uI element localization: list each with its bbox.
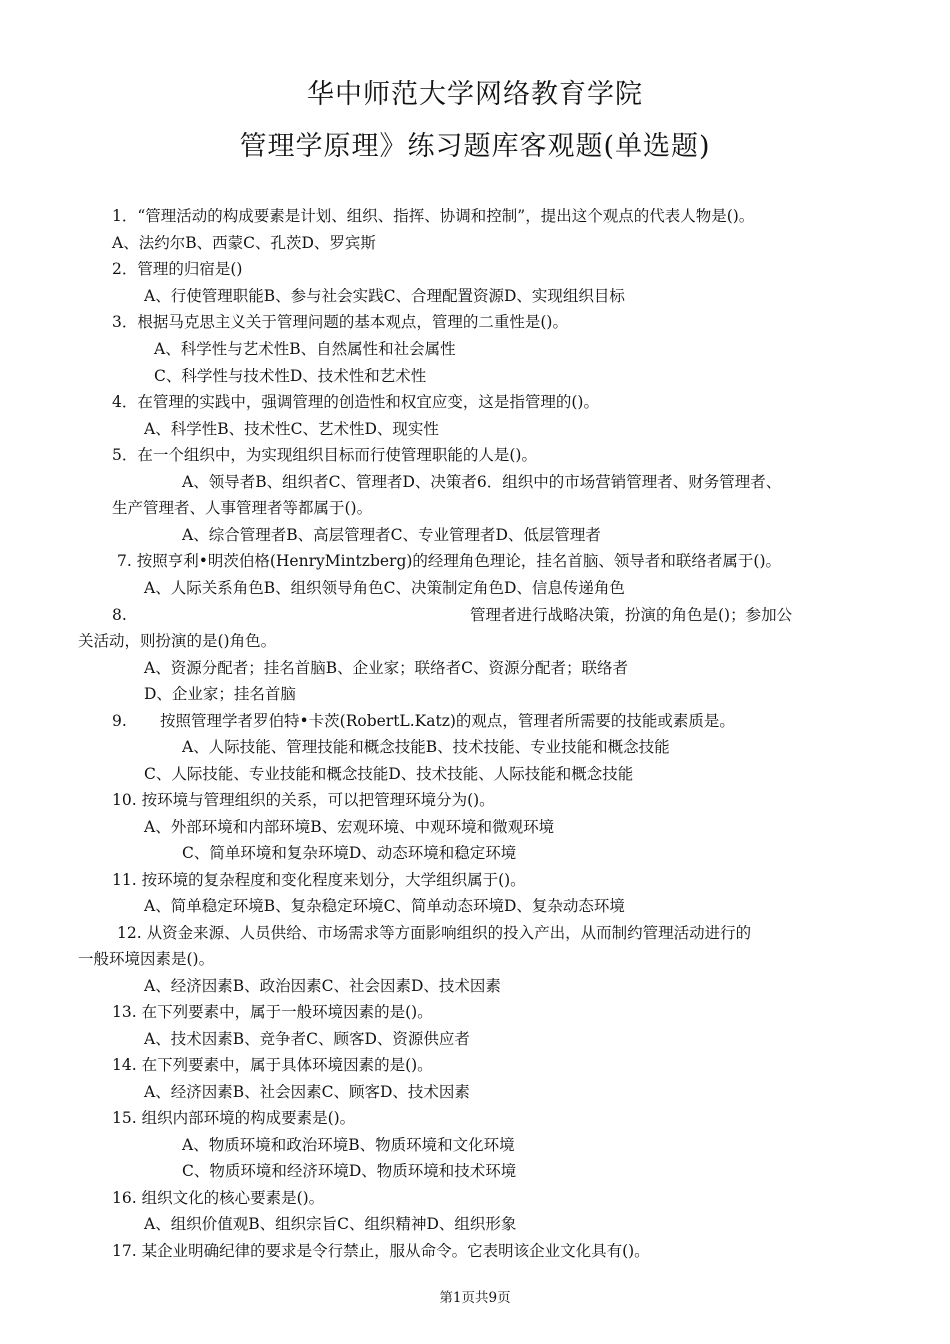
options-15a: A、物质环境和政治环境B、物质环境和文化环境	[182, 1136, 515, 1154]
question-17: 17. 某企业明确纪律的要求是令行禁止，服从命令。它表明该企业文化具有()。	[112, 1242, 650, 1260]
options-8b: D、企业家；挂名首脑	[144, 685, 296, 703]
options-14: A、经济因素B、社会因素C、顾客D、技术因素	[144, 1083, 470, 1101]
options-1: A、法约尔B、西蒙C、孔茨D、罗宾斯	[112, 234, 376, 252]
document-title: 华中师范大学网络教育学院	[307, 79, 643, 110]
question-8: 管理者进行战略决策，扮演的角色是()；参加公	[470, 606, 793, 624]
question-9: 按照管理学者罗伯特•卡茨(RobertL.Katz)的观点，管理者所需要的技能或素质是。	[160, 712, 735, 730]
question-16: 16. 组织文化的核心要素是()。	[112, 1189, 325, 1207]
page-footer: 第1页共9页	[439, 1290, 511, 1306]
options-13: A、技术因素B、竞争者C、顾客D、资源供应者	[144, 1030, 470, 1048]
options-10a: A、外部环境和内部环境B、宏观环境、中观环境和微观环境	[144, 818, 555, 836]
options-6: A、综合管理者B、高层管理者C、专业管理者D、低层管理者	[182, 526, 601, 544]
question-15: 15. 组织内部环境的构成要素是()。	[112, 1109, 356, 1127]
question-7: 7. 按照亨利•明茨伯格(HenryMintzberg)的经理角色理论，挂名首脑、领导者和联络者属于()。	[117, 552, 782, 570]
question-8-cont: 关活动，则扮演的是()角色。	[78, 632, 277, 650]
options-9a: A、人际技能、管理技能和概念技能B、技术技能、专业技能和概念技能	[182, 738, 670, 756]
options-7: A、人际关系角色B、组织领导角色C、决策制定角色D、信息传递角色	[144, 579, 625, 597]
question-9-number: 9.	[112, 712, 127, 730]
options-3a: A、科学性与艺术性B、自然属性和社会属性	[154, 340, 456, 358]
options-12: A、经济因素B、政治因素C、社会因素D、技术因素	[144, 977, 501, 995]
question-1: 1．“管理活动的构成要素是计划、组织、指挥、协调和控制”，提出这个观点的代表人物是()。	[112, 207, 755, 225]
question-12-cont: 一般环境因素是()。	[78, 950, 215, 968]
question-13: 13. 在下列要素中，属于一般环境因素的是()。	[112, 1003, 433, 1021]
question-10: 10. 按环境与管理组织的关系，可以把管理环境分为()。	[112, 791, 495, 809]
options-16: A、组织价值观B、组织宗旨C、组织精神D、组织形象	[144, 1215, 517, 1233]
document-subtitle: 管理学原理》练习题库客观题(单选题)	[239, 131, 711, 162]
question-11: 11. 按环境的复杂程度和变化程度来划分，大学组织属于()。	[112, 871, 526, 889]
question-12: 12. 从资金来源、人员供给、市场需求等方面影响组织的投入产出，从而制约管理活动进行的	[117, 924, 752, 942]
question-5: 5．在一个组织中，为实现组织目标而行使管理职能的人是()。	[112, 446, 537, 464]
options-8a: A、资源分配者；挂名首脑B、企业家；联络者C、资源分配者；联络者	[144, 659, 628, 677]
options-3b: C、科学性与技术性D、技术性和艺术性	[154, 367, 427, 385]
question-8-number: 8.	[112, 606, 127, 624]
question-4: 4．在管理的实践中，强调管理的创造性和权宜应变，这是指管理的()。	[112, 393, 599, 411]
options-10b: C、简单环境和复杂环境D、动态环境和稳定环境	[182, 844, 517, 862]
question-14: 14. 在下列要素中，属于具体环境因素的是()。	[112, 1056, 433, 1074]
options-11: A、简单稳定环境B、复杂稳定环境C、简单动态环境D、复杂动态环境	[144, 897, 625, 915]
options-5-question-6: A、领导者B、组织者C、管理者D、决策者6．组织中的市场营销管理者、财务管理者、	[182, 473, 782, 491]
question-3: 3．根据马克思主义关于管理问题的基本观点，管理的二重性是()。	[112, 313, 568, 331]
options-4: A、科学性B、技术性C、艺术性D、现实性	[144, 420, 439, 438]
question-6-cont: 生产管理者、人事管理者等都属于()。	[112, 499, 373, 517]
options-9b: C、人际技能、专业技能和概念技能D、技术技能、人际技能和概念技能	[144, 765, 634, 783]
options-15b: C、物质环境和经济环境D、物质环境和技术环境	[182, 1162, 517, 1180]
options-2: A、行使管理职能B、参与社会实践C、合理配置资源D、实现组织目标	[144, 287, 625, 305]
question-2: 2．管理的归宿是()	[112, 260, 243, 278]
